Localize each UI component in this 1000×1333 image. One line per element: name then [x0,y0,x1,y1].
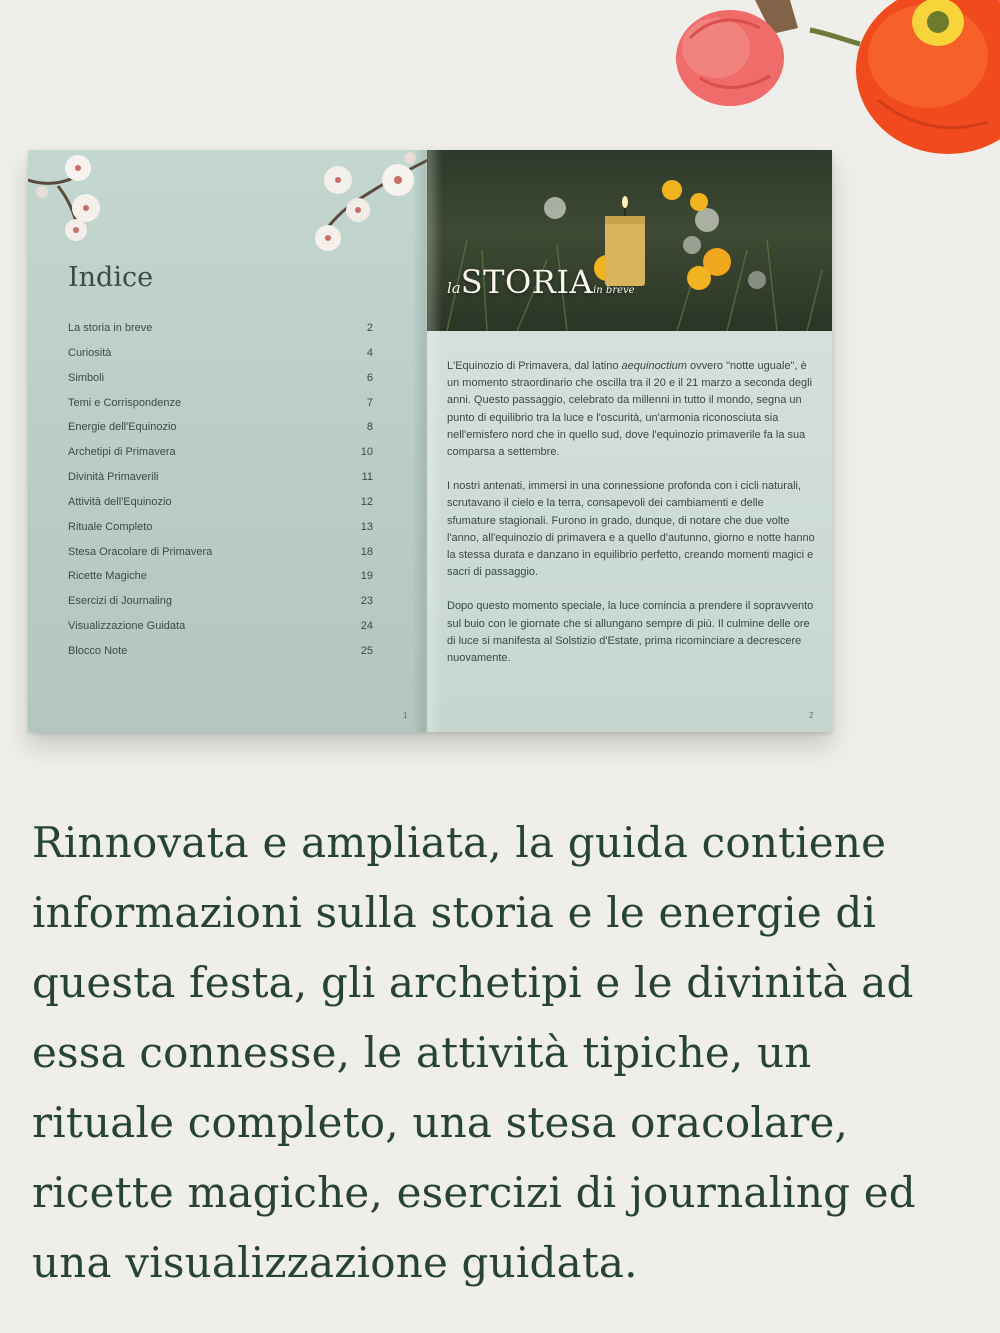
toc-label: Ricette Magiche [68,570,147,583]
hero-title-prefix: la [447,279,461,297]
toc-label: La storia in breve [68,322,153,334]
toc-item [68,496,373,521]
left-page-number: 1 [403,711,408,720]
toc-page-number: 19 [360,570,373,583]
toc-item [68,471,373,496]
toc-page-number: 13 [360,520,373,533]
toc-label: Divinità Primaverili [68,471,159,484]
toc-label: Attività dell'Equinozio [68,495,172,508]
toc-item [68,421,373,446]
toc-item [68,620,373,645]
toc-page-number: 25 [360,644,373,657]
toc-label: Curiosità [68,346,112,359]
right-page-number: 2 [809,711,814,720]
toc-page-number: 18 [360,545,373,558]
hero-title [447,263,635,301]
paragraph: Dopo questo momento speciale, la luce comincia a prendere il sopravvento sul buio con le giornate che si allungano sempre di più. Il culmine delle ore di luce si manifesta al Solstizio d'Estate, prima ricominciare a decrescere nuovamente. [447,600,814,665]
toc-label: Rituale Completo [68,520,153,533]
toc-label: Energie dell'Equinozio [68,421,177,434]
toc-label: Esercizi di Journaling [68,595,172,608]
toc-label: Stesa Oracolare di Primavera [68,545,213,558]
hero-title-main: STORIA [460,263,594,301]
toc-page-number: 8 [366,421,373,434]
description-caption: Rinnovata e ampliata, la guida contiene informazioni sulla storia e le energie di questa festa, gli archetipi e le divinità ad essa connesse, le attività tipiche, un rituale completo, una stesa oracolare, ricette magiche, esercizi di journaling ed una visualizzazione guidata. [32,818,916,1287]
toc-page-number: 11 [361,471,373,484]
table-of-contents-page [28,150,427,732]
toc-item [68,446,373,471]
toc-item [68,347,373,372]
toc-item [68,546,373,571]
toc-page-number: 12 [360,495,373,508]
toc-title: Indice [68,262,154,293]
toc-page-number: 2 [366,322,373,334]
toc-label: Temi e Corrispondenze [68,396,182,409]
poppy-flowers-image [660,0,1000,160]
almond-blossom-image [28,150,128,245]
toc-item [68,645,373,670]
paragraph [447,358,815,461]
latin-term: aequinoctium [621,360,687,372]
toc-page-number: 4 [366,346,373,359]
toc-list [68,322,373,670]
history-body-text [447,358,815,684]
open-booklet [28,150,832,732]
history-page [427,150,832,732]
paragraph-text: L'Equinozio di Primavera, dal latino [447,360,622,372]
toc-page-number: 10 [360,446,373,459]
paragraph-text: ovvero "notte uguale", è un momento straordinario che oscilla tra il 20 e il 21 marzo a seconda degli anni. Questo passaggio, celebrato da millenni in tutto il mondo, segna un punto di equilibrio tra la luce e l'oscurità, un'armonia riconosciuta sia nell'emisfero nord che in quello sud, dove l'equinozio primaverile fa la sua comparsa a settembre. [447,360,813,459]
toc-page-number: 7 [366,396,373,409]
candle-dandelion-photo-art [427,150,832,331]
paragraph: I nostri antenati, immersi in una connessione profonda con i cicli naturali, scrutavano il cielo e la terra, consapevoli dei cambiamenti e delle sfumature stagionali. Furono in grado, dunque, di notare che due volte l'anno, all'equinozio di primavera e a quello d'autunno, giorno e notte hanno la stessa durata e danzano in equilibrio perfetto, creando momenti magici e sacri di passaggio. [447,480,815,579]
toc-item [68,372,373,397]
toc-item [68,521,373,546]
toc-label: Blocco Note [68,644,128,657]
toc-item [68,595,373,620]
toc-label: Visualizzazione Guidata [68,620,186,633]
toc-page-number: 6 [366,371,373,384]
toc-page-number: 23 [360,595,373,608]
almond-blossom-image [298,150,427,260]
toc-label: Archetipi di Primavera [68,446,176,459]
toc-label: Simboli [68,371,105,384]
toc-item [68,570,373,595]
toc-item [68,397,373,422]
hero-title-suffix: in breve [593,285,635,296]
candle-dandelion-photo [427,150,832,331]
toc-page-number: 24 [360,620,373,633]
toc-item [68,322,373,347]
